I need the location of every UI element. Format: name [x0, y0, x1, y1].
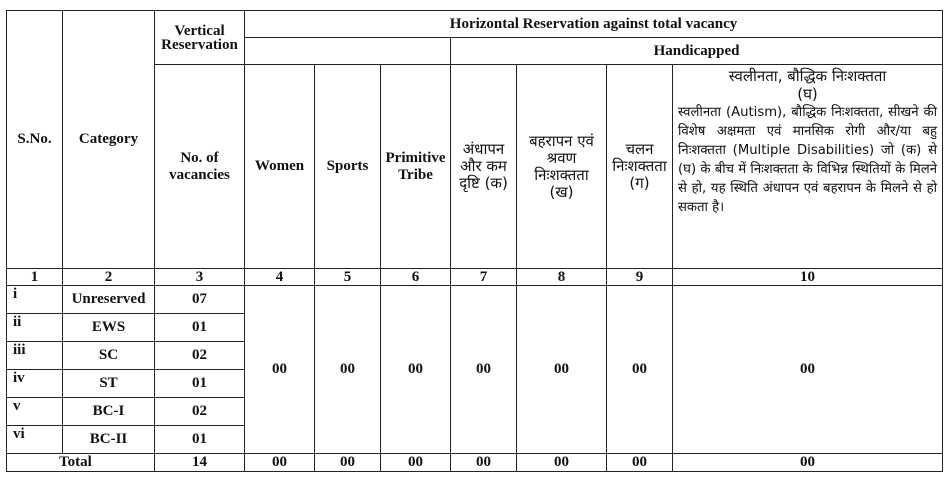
row-vacancies: 02: [155, 342, 245, 370]
row-sno: i: [7, 286, 63, 314]
column-number: 10: [673, 269, 943, 286]
row-sno: vi: [7, 426, 63, 454]
handicapped-header: Handicapped: [451, 38, 943, 65]
column-number: 9: [607, 269, 673, 286]
total-autism-multiple-disability: 00: [673, 454, 943, 472]
column-number-row: [7, 269, 943, 286]
total-locomotor-disability: 00: [607, 454, 673, 472]
women-value: 00: [245, 286, 315, 454]
table-row: [7, 286, 943, 314]
row-category: Unreserved: [63, 286, 155, 314]
sno-header: S.No.: [7, 11, 63, 269]
blindness-header: अंधापन और कम दृष्टि (क): [451, 65, 517, 269]
row-sno: v: [7, 398, 63, 426]
column-number: 3: [155, 269, 245, 286]
blindness-value: 00: [451, 286, 517, 454]
row-sno: iv: [7, 370, 63, 398]
autism-multiple-disability-value: 00: [673, 286, 943, 454]
horizontal-reservation-header: Horizontal Reservation against total vacancy: [245, 11, 943, 38]
hearing-impairment-header: बहरापन एवं श्रवण निःशक्तता (ख): [517, 65, 607, 269]
women-header: Women: [245, 65, 315, 269]
column-number: 4: [245, 269, 315, 286]
total-label: Total: [7, 454, 155, 472]
row-vacancies: 02: [155, 398, 245, 426]
autism-header-title: स्वलीनता, बौद्धिक निःशक्तता: [728, 67, 887, 85]
column-number: 8: [517, 269, 607, 286]
row-category: BC-I: [63, 398, 155, 426]
autism-header-description: स्वलीनता (Autism), बौद्धिक निःशक्तता, सीखने की विशेष अक्षमता एवं मानसिक रोगी और/या बहु निःशक्तता (Multiple Disabilities) जो (क) से (घ) के बीच में निःशक्तता के विभिन्न स्थितियों के मिलने से हो, यह स्थिति अंधापन एवं बहरापन के मिलने से हो सकता है।: [678, 105, 938, 215]
autism-multiple-disability-header: [673, 65, 943, 269]
row-vacancies: 01: [155, 314, 245, 342]
row-vacancies: 01: [155, 426, 245, 454]
sports-header: Sports: [315, 65, 381, 269]
total-vacancies: 14: [155, 454, 245, 472]
no-of-vacancies-header: No. of vacancies: [155, 65, 245, 269]
total-row: [7, 454, 943, 472]
column-number: 7: [451, 269, 517, 286]
column-number: 5: [315, 269, 381, 286]
hearing-impairment-value: 00: [517, 286, 607, 454]
total-women: 00: [245, 454, 315, 472]
row-category: EWS: [63, 314, 155, 342]
vertical-reservation-header: Vertical Reservation: [155, 11, 245, 65]
total-hearing-impairment: 00: [517, 454, 607, 472]
row-vacancies: 01: [155, 370, 245, 398]
horizontal-blank-cell: [245, 38, 451, 65]
column-number: 1: [7, 269, 63, 286]
primitive-tribe-header: Primitive Tribe: [381, 65, 451, 269]
column-number: 2: [63, 269, 155, 286]
locomotor-disability-value: 00: [607, 286, 673, 454]
row-sno: iii: [7, 342, 63, 370]
total-primitive-tribe: 00: [381, 454, 451, 472]
total-sports: 00: [315, 454, 381, 472]
locomotor-disability-header: चलन निःशक्तता (ग): [607, 65, 673, 269]
category-header: Category: [63, 11, 155, 269]
column-number: 6: [381, 269, 451, 286]
reservation-table-container: [6, 10, 942, 472]
row-category: SC: [63, 342, 155, 370]
row-category: BC-II: [63, 426, 155, 454]
row-vacancies: 07: [155, 286, 245, 314]
row-sno: ii: [7, 314, 63, 342]
reservation-table: [6, 10, 943, 472]
total-blindness: 00: [451, 454, 517, 472]
row-category: ST: [63, 370, 155, 398]
autism-header-sub: (घ): [797, 85, 818, 103]
sports-value: 00: [315, 286, 381, 454]
primitive-tribe-value: 00: [381, 286, 451, 454]
